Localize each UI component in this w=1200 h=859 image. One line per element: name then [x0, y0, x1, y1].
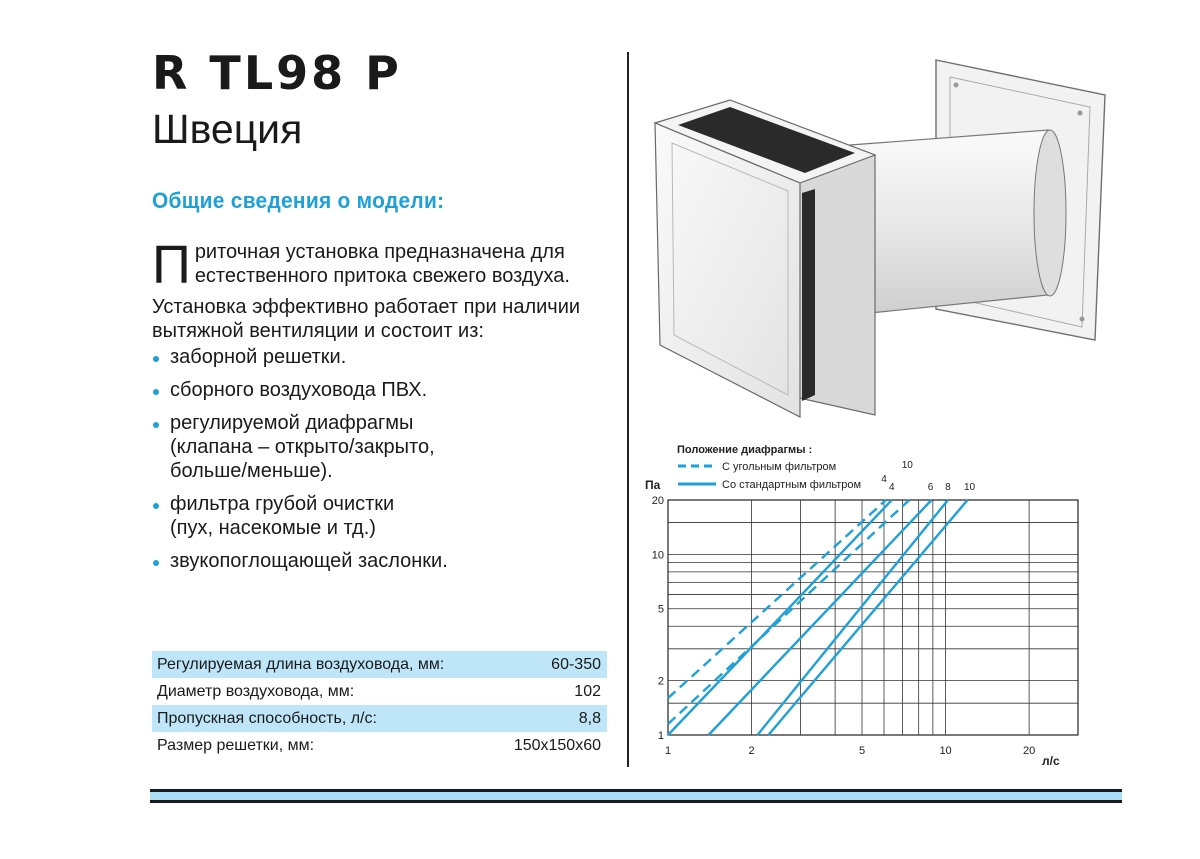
bullet-icon: [153, 356, 159, 362]
footer-band: [150, 792, 1122, 800]
spec-label: Размер решетки, мм:: [157, 736, 315, 754]
intro-paragraph: [152, 235, 612, 295]
bullet-icon: [153, 389, 159, 395]
legend-label-carbon: С угольным фильтром: [722, 461, 837, 473]
y-tick-label: 20: [651, 495, 664, 507]
chart-series-labels: [881, 460, 975, 493]
spec-value: 8,8: [494, 705, 607, 732]
list-item: [152, 378, 612, 402]
product-image: [650, 55, 1120, 435]
spec-table: [152, 651, 607, 759]
section-heading: Общие сведения о модели:: [152, 188, 445, 213]
list-item-text: сборного воздуховода ПВХ.: [170, 379, 428, 401]
drop-cap: П: [152, 235, 191, 295]
table-row: [152, 732, 607, 759]
series-label: 4: [881, 474, 887, 485]
x-tick-label: 5: [858, 745, 866, 757]
list-item-text: заборной решетки.: [170, 346, 347, 368]
series-label: 10: [963, 482, 976, 493]
list-item: [152, 411, 470, 483]
series-label: 8: [945, 482, 951, 493]
spec-label: Диаметр воздуховода, мм:: [157, 682, 355, 700]
y-tick-label: 10: [651, 549, 664, 562]
x-tick-label: 2: [748, 745, 755, 757]
bullet-icon: [153, 560, 159, 566]
series-line: [668, 500, 886, 698]
y-tick-label: 5: [657, 603, 664, 616]
series-line: [709, 500, 932, 735]
list-item: [152, 492, 440, 540]
column-divider: [627, 52, 629, 767]
spec-value: 150x150x60: [513, 736, 601, 754]
x-axis-label: л/с: [1042, 754, 1060, 768]
y-tick-label: 1: [657, 730, 664, 742]
series-label: 4: [888, 482, 895, 493]
product-title: R TL98 P: [152, 46, 402, 100]
bullet-icon: [153, 422, 159, 428]
chart-series: [668, 500, 968, 735]
spec-value: 102: [574, 682, 601, 700]
series-label: 6: [927, 482, 934, 493]
table-row: [152, 678, 607, 705]
list-item-text: звукопоглощающей заслонки.: [170, 550, 448, 572]
footer-rule-bottom: [150, 800, 1122, 803]
spec-value: 60-350: [494, 651, 607, 678]
x-tick-label: 10: [939, 745, 952, 757]
bullet-icon: [153, 503, 159, 509]
series-label: 10: [901, 460, 913, 471]
list-item: [152, 345, 612, 369]
paragraph-components: Установка эффективно работает при наличии вытяжной вентиляции и состоит из:: [152, 296, 581, 342]
y-tick-label: 2: [657, 675, 664, 688]
series-line: [668, 500, 892, 735]
spec-label: Регулируемая длина воздуховода, мм:: [152, 651, 494, 678]
table-row: [152, 651, 607, 678]
intro-text: риточная установка предназначена для естественного притока свежего воздуха.: [194, 241, 570, 287]
chart-title: Положение диафрагмы :: [677, 444, 813, 456]
country-subtitle: Швеция: [152, 106, 303, 152]
pressure-flow-chart: [630, 435, 1130, 775]
series-line: [768, 500, 967, 735]
legend-label-standard: Со стандартным фильтром: [722, 479, 862, 491]
list-item: [152, 549, 612, 573]
x-tick-label: 1: [664, 745, 672, 757]
component-list: [152, 345, 612, 582]
list-item-text: регулируемой диафрагмы (клапана – открыто/закрыто, больше/меньше).: [170, 412, 435, 482]
list-item-text: фильтра грубой очистки (пух, насекомые и тд.): [170, 493, 395, 539]
spec-label: Пропускная способность, л/с:: [152, 705, 494, 732]
y-axis-label: Па: [645, 478, 661, 492]
table-row: [152, 705, 607, 732]
x-tick-label: 20: [1022, 745, 1036, 757]
series-line: [757, 500, 948, 735]
